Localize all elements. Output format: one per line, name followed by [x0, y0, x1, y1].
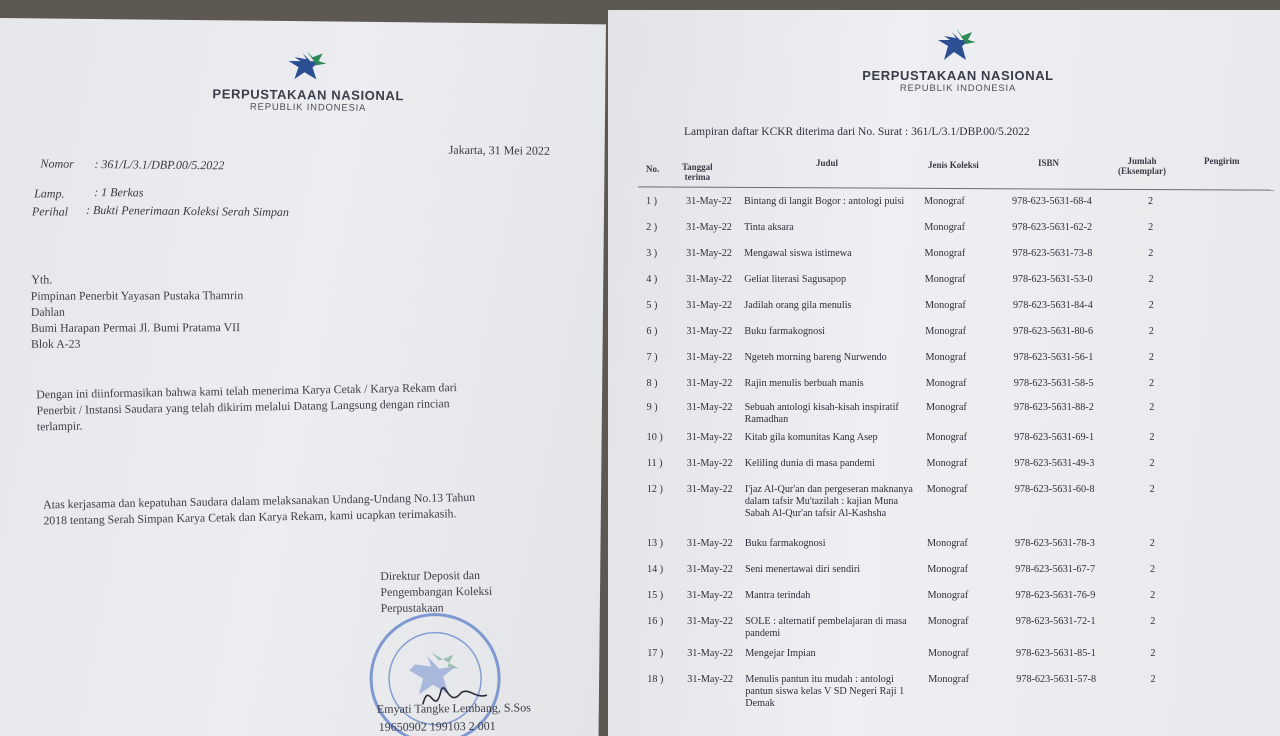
row-count: 2: [1149, 458, 1155, 469]
recipient-line: Dahlan: [30, 304, 65, 319]
row-type: Monograf: [928, 648, 969, 659]
header-rule: [638, 186, 1274, 190]
row-no: 1 ): [646, 196, 658, 207]
row-no: 5 ): [646, 300, 658, 311]
letter-logo: [193, 46, 424, 114]
row-type: Monograf: [924, 248, 966, 259]
perihal-value: : Bukti Penerimaan Koleksi Serah Simpan: [85, 202, 290, 220]
header-pengirim: Pengirim: [1204, 156, 1240, 166]
row-title: Rajin menulis berbuah manis: [744, 378, 864, 389]
row-no: 2 ): [646, 222, 658, 233]
org-name: PERPUSTAKAAN NASIONAL: [212, 86, 405, 104]
org-subtitle: REPUBLIK INDONESIA: [899, 83, 1017, 94]
row-no: 7 ): [646, 352, 658, 363]
row-title: Buku farmakognosi: [744, 326, 826, 337]
row-isbn: 978-623-5631-68-4: [1012, 196, 1092, 207]
row-no: 4 ): [646, 274, 658, 285]
row-isbn: 978-623-5631-57-8: [1016, 674, 1097, 685]
body-paragraph-1: Dengan ini diinformasikan bahwa kami telah menerima Karya Cetak / Karya Rekam dari Penerbit / Instansi Saudara yang telah dikirim melalui Datang Langsung dengan rincian terlampir.: [36, 380, 457, 434]
row-count: 2: [1150, 590, 1156, 601]
row-type: Monograf: [925, 326, 966, 337]
row-date: 31-May-22: [686, 484, 733, 495]
row-title: Menulis pantun itu mudah : antologi pantun siswa kelas V SD Negeri Raji 1 Demak: [745, 674, 905, 709]
row-title: Kitab gila komunitas Kang Asep: [744, 432, 878, 443]
row-isbn: 978-623-5631-72-1: [1015, 616, 1096, 627]
row-type: Monograf: [926, 458, 968, 469]
letter-page: [0, 18, 606, 736]
row-date: 31-May-22: [686, 300, 733, 311]
row-isbn: 978-623-5631-53-0: [1012, 274, 1093, 285]
row-count: 2: [1149, 378, 1155, 389]
row-isbn: 978-623-5631-73-8: [1012, 248, 1093, 259]
header-no: No.: [646, 164, 660, 174]
row-count: 2: [1150, 648, 1156, 659]
annex-title: Lampiran daftar KCKR diterima dari No. Surat : 361/L/3.1/DBP.00/5.2022: [684, 126, 1030, 138]
row-isbn: 978-623-5631-60-8: [1014, 484, 1095, 495]
row-no: 9 ): [646, 402, 658, 413]
header-jenis: Jenis Koleksi: [928, 160, 979, 170]
header-tanggal: Tanggal terima: [682, 162, 713, 182]
row-no: 14 ): [646, 564, 664, 575]
row-no: 13 ): [646, 538, 664, 549]
row-title: Ngeteh morning bareng Nurwendo: [744, 352, 887, 363]
row-isbn: 978-623-5631-76-9: [1015, 590, 1096, 601]
row-type: Monograf: [927, 590, 969, 601]
row-title: Bintang di langit Bogor : antologi puisi: [744, 196, 905, 207]
row-count: 2: [1150, 616, 1156, 627]
row-count: 2: [1148, 248, 1154, 259]
row-count: 2: [1148, 352, 1154, 363]
row-type: Monograf: [926, 484, 968, 495]
signatory-nip: 19650902 199103 2 001: [378, 718, 496, 735]
row-date: 31-May-22: [686, 432, 733, 443]
row-isbn: 978-623-5631-80-6: [1013, 326, 1094, 337]
row-no: 18 ): [647, 674, 664, 685]
row-date: 31-May-22: [686, 222, 732, 233]
row-date: 31-May-22: [686, 564, 733, 575]
recipient-line: Blok A-23: [30, 336, 81, 351]
row-title: Seni menertawai diri sendiri: [744, 564, 861, 575]
lamp-value: : 1 Berkas: [94, 184, 144, 200]
row-isbn: 978-623-5631-56-1: [1013, 352, 1094, 363]
row-no: 12 ): [646, 484, 663, 495]
row-isbn: 978-623-5631-58-5: [1013, 378, 1094, 389]
row-date: 31-May-22: [686, 352, 733, 363]
star-logo-icon: [276, 47, 340, 86]
row-date: 31-May-22: [686, 274, 733, 285]
row-type: Monograf: [926, 402, 967, 413]
lamp-label: Lamp.: [34, 186, 65, 201]
row-no: 6 ): [646, 326, 658, 337]
row-count: 2: [1148, 326, 1154, 337]
recipient-block: [31, 287, 244, 352]
row-title: Mengejar Impian: [745, 648, 816, 659]
signatory-title: Direktur Deposit dan Pengembangan Koleksi Perpustakaan: [380, 567, 493, 616]
row-type: Monograf: [927, 564, 968, 575]
signatory-name: Emyati Tangke Lembang, S.Sos: [376, 700, 531, 716]
org-subtitle: REPUBLIK INDONESIA: [249, 101, 367, 114]
perihal-label: Perihal: [31, 204, 69, 219]
row-no: 10 ): [646, 432, 663, 443]
row-no: 16 ): [647, 616, 664, 627]
row-title: Mantra terindah: [745, 590, 811, 601]
row-count: 2: [1149, 564, 1156, 575]
recipient-line: Pimpinan Penerbit Yayasan Pustaka Thamrin: [30, 288, 244, 303]
row-title: Buku farmakognosi: [744, 538, 826, 549]
row-date: 31-May-22: [686, 378, 733, 389]
body-paragraph-2: Atas kerjasama dan kepatuhan Saudara dalam melaksanakan Undang-Undang No.13 Tahun 2018 tentang Serah Simpan Karya Cetak dan Karya Rekam, kami ucapkan terimakasih.: [43, 489, 476, 528]
row-title: SOLE : alternatif pembelajaran di masa pandemi: [745, 616, 907, 639]
yth-label: Yth.: [31, 272, 53, 287]
row-isbn: 978-623-5631-62-2: [1012, 222, 1093, 233]
nomor-label: Nomor: [40, 156, 74, 171]
row-count: 2: [1149, 484, 1155, 495]
row-title: Mengawal siswa istimewa: [744, 248, 852, 259]
row-count: 2: [1148, 274, 1154, 285]
recipient-line: Bumi Harapan Permai Jl. Bumi Pratama VII: [30, 320, 241, 335]
header-judul: Judul: [816, 158, 839, 168]
row-type: Monograf: [926, 432, 967, 443]
row-date: 31-May-22: [686, 196, 732, 207]
row-isbn: 978-623-5631-85-1: [1016, 648, 1096, 659]
row-type: Monograf: [928, 674, 969, 685]
org-name: PERPUSTAKAAN NASIONAL: [862, 68, 1054, 83]
row-isbn: 978-623-5631-84-4: [1013, 300, 1093, 311]
annex-logo: [828, 24, 1088, 94]
annex-page: [608, 10, 1280, 736]
row-type: Monograf: [924, 222, 965, 233]
row-title: I'jaz Al-Qur'an dan pergeseran maknanya dalam tafsir Mu'tazilah : kajian Muna Sabah Al-Qur'an tafsir Al-Kashsha: [744, 484, 913, 519]
row-count: 2: [1150, 674, 1156, 685]
row-isbn: 978-623-5631-78-3: [1015, 538, 1095, 549]
row-type: Monograf: [925, 300, 966, 311]
row-title: Tinta aksara: [744, 222, 794, 233]
row-title: Sebuah antologi kisah-kisah inspiratif Ramadhan: [744, 402, 899, 425]
row-date: 31-May-22: [686, 248, 732, 259]
row-count: 2: [1148, 222, 1154, 233]
row-date: 31-May-22: [686, 458, 733, 469]
header-isbn: ISBN: [1038, 158, 1060, 168]
row-count: 2: [1149, 538, 1155, 549]
row-date: 31-May-22: [687, 648, 734, 659]
row-no: 8 ): [646, 378, 658, 389]
row-count: 2: [1148, 196, 1154, 207]
nomor-value: : 361/L/3.1/DBP.00/5.2022: [94, 156, 225, 173]
row-type: Monograf: [924, 196, 965, 207]
row-date: 31-May-22: [687, 674, 734, 685]
row-count: 2: [1149, 402, 1155, 413]
row-date: 31-May-22: [687, 590, 733, 601]
row-title: Jadilah orang gila menulis: [744, 300, 852, 311]
row-isbn: 978-623-5631-49-3: [1014, 458, 1095, 469]
row-no: 3 ): [646, 248, 658, 259]
row-type: Monograf: [925, 352, 967, 363]
row-date: 31-May-22: [686, 326, 733, 337]
star-logo-icon: [926, 24, 990, 66]
header-jumlah: Jumlah (Eksemplar): [1118, 156, 1166, 176]
row-count: 2: [1149, 432, 1155, 443]
row-title: Keliling dunia di masa pandemi: [744, 458, 875, 469]
letter-date: Jakarta, 31 Mei 2022: [448, 142, 551, 158]
row-count: 2: [1148, 300, 1154, 311]
row-date: 31-May-22: [687, 616, 733, 627]
row-no: 11 ): [646, 458, 663, 469]
row-date: 31-May-22: [686, 402, 733, 413]
row-date: 31-May-22: [686, 538, 733, 549]
row-type: Monograf: [924, 274, 966, 285]
row-isbn: 978-623-5631-67-7: [1015, 564, 1096, 575]
row-title: Geliat literasi Sagusapop: [744, 274, 847, 285]
row-no: 17 ): [647, 648, 664, 659]
row-isbn: 978-623-5631-88-2: [1014, 402, 1094, 413]
row-no: 15 ): [647, 590, 664, 601]
row-type: Monograf: [927, 538, 968, 549]
row-isbn: 978-623-5631-69-1: [1014, 432, 1095, 443]
row-type: Monograf: [927, 616, 969, 627]
row-type: Monograf: [925, 378, 967, 389]
